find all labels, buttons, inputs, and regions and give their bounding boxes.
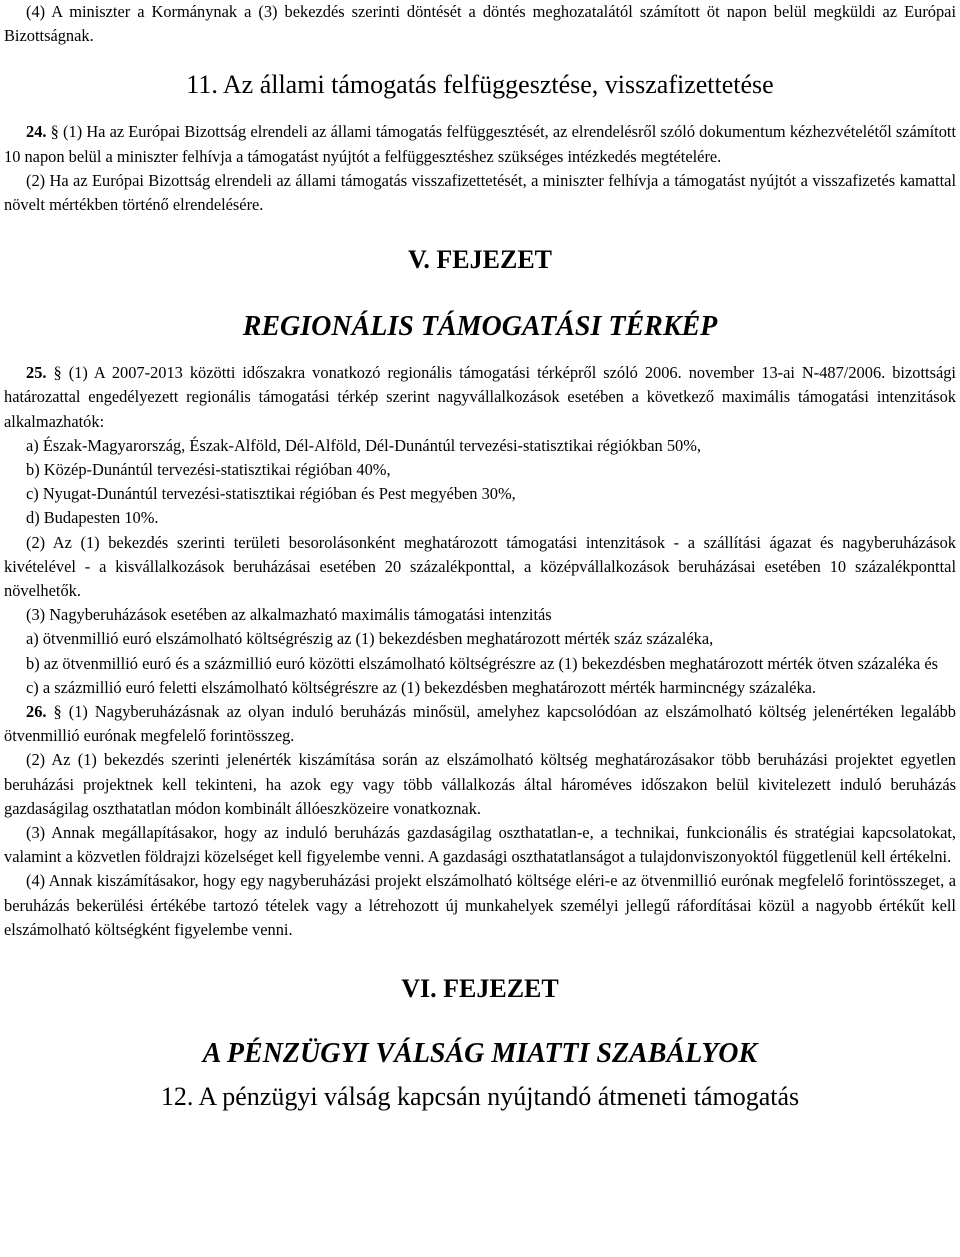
chapter-5-number: V. FEJEZET [407, 245, 552, 275]
s26-paragraph-1 [4, 700, 956, 748]
s24-number: 24. [26, 122, 47, 142]
s25-item-c: c) Nyugat-Dunántúl tervezési-statisztikai régióban és Pest megyében 30%, [26, 484, 516, 504]
chapter-5-title: REGIONÁLIS TÁMOGATÁSI TÉRKÉP [242, 311, 718, 343]
s25-p3-item-a: a) ötvenmillió euró elszámolható költségrészig az (1) bekezdésben meghatározott mérték száz százaléka, [26, 629, 714, 649]
section-sign: § [50, 122, 59, 142]
s25-number: 25. [26, 363, 47, 383]
s24-paragraph-1 [4, 120, 956, 168]
section-11-title: 11. Az állami támogatás felfüggesztése, visszafizettetése [186, 70, 774, 100]
s25-p1-text: (1) A 2007-2013 közötti időszakra vonatkozó regionális támogatási térképről szóló 2006. november 13-ai N-487/2006. bizottsági határozattal engedélyezett regionális támogatási térkép szerint nagyvállalkozások esetében a következő maximális támogatási intenzitások alkalmazhatók: [4, 363, 956, 431]
s25-p3-item-b: b) az ötvenmillió euró és a százmillió euró közötti elszámolható költségrészre az (1) bekezdésben meghatározott mérték ötven százaléka és [26, 653, 939, 673]
s26-paragraph-4: (4) Annak kiszámításakor, hogy egy nagyberuházási projekt elszámolható költsége eléri-e az ötvenmillió eurónak megfelelő forintösszeget, a beruházás bekerülési értékébe tartozó tételek vagy a létrehozott új munkahelyek személyi jellegű ráfordításai közül a nagyobb értékűt kell elszámolható költségként figyelembe venni. [4, 871, 956, 939]
s25-paragraph-3: (3) Nagyberuházások esetében az alkalmazható maximális támogatási intenzitás [26, 605, 552, 625]
s24-p1-text: (1) Ha az Európai Bizottság elrendeli az állami támogatás felfüggesztését, az elrendelésről szóló dokumentum kézhezvételétől számított 10 napon belül a miniszter felhívja a támogatást nyújtót a felfüggesztéshez szükséges intézkedés megtételére. [4, 122, 956, 166]
section-sign: § [53, 702, 62, 722]
s26-paragraph-2: (2) Az (1) bekezdés szerinti jelenérték kiszámítása során az elszámolható költség meghatározásakor több beruházási projektet egyetlen beruházási projektnek kell tekinteni, ha azok egy vagy több vállalkozás által hároméves időszakon belül kivitelezett induló beruházás gazdaságilag oszthatatlan módon kombinált állóeszközeire vonatkoznak. [4, 750, 956, 818]
section-12-title: 12. A pénzügyi válság kapcsán nyújtandó átmeneti támogatás [160, 1082, 800, 1112]
s26-paragraph-3: (3) Annak megállapításakor, hogy az induló beruházás gazdaságilag oszthatatlan-e, a technikai, funkcionális és stratégiai kapcsolatokat, valamint a közvetlen földrajzi közelséget kell figyelembe venni. A gazdasági oszthatatlanságot a tulajdonviszonyoktól függetlenül kell értékelni. [4, 823, 956, 867]
s25-p3-item-c: c) a százmillió euró feletti elszámolható költségrészre az (1) bekezdésben meghatározott mérték harmincnégy százaléka. [26, 677, 817, 697]
paragraph-4: (4) A miniszter a Kormánynak a (3) bekezdés szerinti döntését a döntés meghozatalától számított öt napon belül megküldi az Európai Bizottságnak. [4, 2, 956, 46]
chapter-6-number: VI. FEJEZET [401, 974, 559, 1004]
s26-p1-text: (1) Nagyberuházásnak az olyan induló beruházás minősül, amelyhez kapcsolódóan az elszámolható költség jelenértéken legalább ötvenmillió eurónak megfelelő forintösszeg. [4, 702, 956, 746]
s25-item-d: d) Budapesten 10%. [26, 508, 159, 528]
section-sign: § [53, 363, 62, 383]
s24-paragraph-2: (2) Ha az Európai Bizottság elrendeli az állami támogatás visszafizettetését, a miniszter felhívja a támogatást nyújtót a visszafizetés kamattal növelt mértékben történő elrendelésére. [4, 170, 956, 215]
s25-paragraph-2: (2) Az (1) bekezdés szerinti területi besorolásonként meghatározott támogatási intenzitások - a szállítási ágazat és nagyberuházások kivételével - a kisvállalkozások beruházásai esetében 20 százalékponttal, a középvállalkozások beruházásai esetében 10 százalékponttal növelhetők. [4, 532, 956, 601]
s25-item-b: b) Közép-Dunántúl tervezési-statisztikai régióban 40%, [26, 460, 391, 480]
s25-paragraph-1 [4, 361, 956, 434]
chapter-6-title: A PÉNZÜGYI VÁLSÁG MIATTI SZABÁLYOK [202, 1038, 758, 1070]
s25-item-a: a) Észak-Magyarország, Észak-Alföld, Dél-Alföld, Dél-Dunántúl tervezési-statisztikai régiókban 50%, [26, 435, 701, 455]
s26-number: 26. [26, 702, 47, 722]
